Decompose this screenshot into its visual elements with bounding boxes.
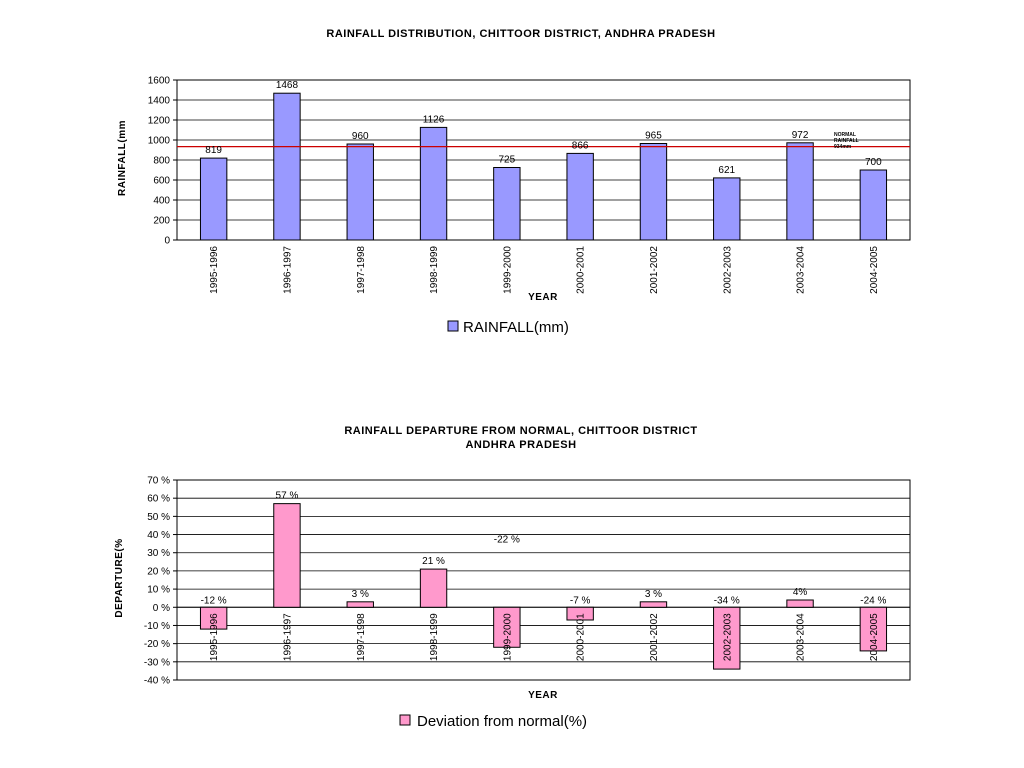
chart2-ytick-label: -30 % <box>143 657 170 669</box>
chart1-ytick-label: 1600 <box>147 75 170 87</box>
chart1-ytick-label: 0 <box>164 235 170 247</box>
chart1-legend <box>448 319 569 336</box>
chart2-data-label: -24 % <box>860 595 887 607</box>
chart1-bar <box>787 143 813 240</box>
chart2-legend <box>400 713 587 730</box>
chart2-xlabel: YEAR <box>528 690 558 701</box>
chart2-bar <box>640 602 666 607</box>
chart1-bar <box>714 178 740 240</box>
chart2-ytick-label: 40 % <box>147 530 170 542</box>
chart1-xlabel: YEAR <box>528 292 558 303</box>
chart1-ytick-label: 200 <box>153 215 170 227</box>
chart2-ytick-label: 20 % <box>147 566 170 578</box>
chart2-ylabel: DEPARTURE(% <box>114 538 125 618</box>
chart2-bar <box>347 602 373 607</box>
chart1-bar <box>640 144 666 241</box>
chart2-ytick-label: 50 % <box>147 511 170 523</box>
chart2-xtick-label: 1998-1999 <box>429 613 441 662</box>
chart1-xtick-label: 1998-1999 <box>429 246 441 294</box>
chart1-data-label: 960 <box>351 131 369 142</box>
chart2-ytick-label: 30 % <box>147 548 170 560</box>
chart2-ytick-label: 10 % <box>147 584 170 596</box>
chart2-data-label: -12 % <box>200 595 227 607</box>
chart1-data-label: 1126 <box>422 114 445 126</box>
chart1-bar <box>274 93 300 240</box>
chart2-bar <box>274 504 300 608</box>
chart1-data-label: 1468 <box>275 80 299 92</box>
chart1-ytick-label: 1200 <box>147 115 170 127</box>
chart2-xtick-label: 1997-1998 <box>355 613 367 662</box>
chart1-bar <box>347 144 373 240</box>
chart1-ylabel: RAINFALL(mm <box>117 119 128 197</box>
chart1-xtick-label: 2000-2001 <box>575 246 587 294</box>
chart2-data-label: -22 % <box>493 534 520 546</box>
chart2-xtick-label: 1999-2000 <box>502 613 514 662</box>
rainfall-distribution-chart <box>117 28 910 336</box>
chart1-bar <box>494 168 520 241</box>
chart2-bars <box>200 504 886 669</box>
chart1-data-labels <box>205 80 882 176</box>
chart1-ytick-label: 1400 <box>147 95 170 107</box>
chart2-data-label: -7 % <box>569 595 591 607</box>
chart2-ytick-label: 70 % <box>147 475 170 487</box>
normal-rainfall-label: 934mm <box>834 144 852 150</box>
chart1-xtick-label: 2002-2003 <box>722 246 734 294</box>
chart2-data-label: 3 % <box>644 588 663 600</box>
chart2-xtick-label: 1996-1997 <box>282 613 294 662</box>
chart1-ytick-label: 1000 <box>147 135 170 147</box>
chart1-ytick-label: 600 <box>153 175 170 187</box>
chart1-bar <box>860 170 886 240</box>
chart1-bar <box>420 127 446 240</box>
chart2-data-label: 4% <box>792 587 808 598</box>
chart2-ytick-label: -20 % <box>143 639 170 651</box>
chart2-legend-swatch <box>400 715 410 725</box>
chart2-data-label: 57 % <box>275 490 299 502</box>
rainfall-departure-chart <box>114 425 910 730</box>
chart1-bar <box>567 153 593 240</box>
chart2-ytick-label: -40 % <box>143 675 170 687</box>
chart1-data-label: 700 <box>865 157 882 168</box>
chart1-data-label: 972 <box>791 129 809 141</box>
chart1-xtick-label: 2004-2005 <box>868 246 880 294</box>
chart2-xtick-label: 2000-2001 <box>575 613 587 662</box>
chart1-xtick-label: 1999-2000 <box>502 246 514 294</box>
chart1-bars <box>200 93 886 240</box>
chart1-data-label: 725 <box>498 154 516 166</box>
chart2-xtick-label: 2004-2005 <box>868 613 880 662</box>
chart2-data-label: 3 % <box>351 588 369 600</box>
chart1-data-label: 965 <box>645 130 662 142</box>
chart2-xtick-label: 2003-2004 <box>795 613 807 662</box>
chart2-legend-label: Deviation from normal(%) <box>417 713 588 730</box>
chart2-data-label: 21 % <box>422 556 445 568</box>
chart1-data-label: 866 <box>571 140 589 152</box>
chart1-bar <box>200 158 226 240</box>
chart2-ytick-label: -10 % <box>143 620 170 632</box>
chart1-legend-label: RAINFALL(mm) <box>463 319 569 336</box>
chart1-xtick-label: 1996-1997 <box>282 246 294 294</box>
chart1-data-label: 621 <box>718 164 736 176</box>
normal-rainfall-label: NORMAL <box>834 132 856 138</box>
chart1-xtick-label: 2003-2004 <box>795 246 807 294</box>
chart2-xtick-label: 1995-1996 <box>209 613 221 662</box>
chart1-ytick-label: 800 <box>153 155 170 167</box>
chart1-xtick-label: 2001-2002 <box>648 246 660 294</box>
chart1-data-label: 819 <box>205 145 222 157</box>
chart1-legend-swatch <box>448 321 458 331</box>
chart2-bar <box>787 600 813 607</box>
chart1-xtick-label: 1995-1996 <box>209 246 221 294</box>
normal-rainfall-label: RAINFALL <box>834 138 859 144</box>
chart2-title-line1: RAINFALL DEPARTURE FROM NORMAL, CHITTOOR DISTRICT <box>344 425 698 437</box>
chart2-xtick-label: 2001-2002 <box>648 613 660 662</box>
chart2-tick-labels <box>144 476 880 687</box>
chart2-title-line2: ANDHRA PRADESH <box>465 439 577 451</box>
chart2-xtick-label: 2002-2003 <box>722 613 734 662</box>
chart1-title: RAINFALL DISTRIBUTION, CHITTOOR DISTRICT, ANDHRA PRADESH <box>326 28 716 40</box>
chart2-ytick-label: 0 % <box>152 602 170 614</box>
chart1-xtick-label: 1997-1998 <box>355 246 367 294</box>
chart1-ytick-label: 400 <box>153 195 170 207</box>
chart2-ytick-label: 60 % <box>147 493 170 505</box>
chart2-data-label: -34 % <box>713 595 740 607</box>
chart2-bar <box>420 569 446 607</box>
